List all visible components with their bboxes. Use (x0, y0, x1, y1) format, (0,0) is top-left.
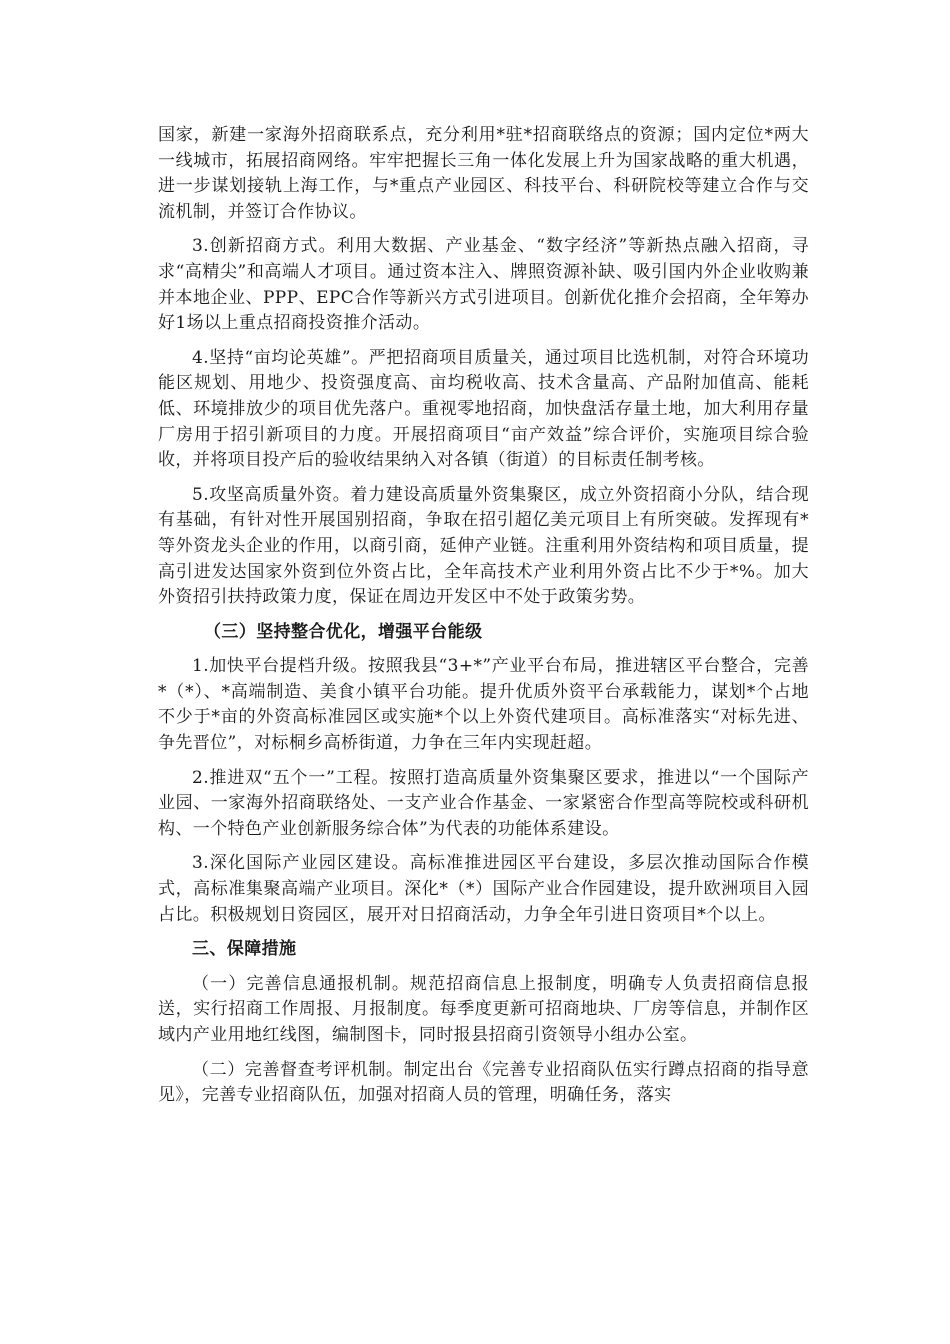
paragraph-international-park: 3.深化国际产业园区建设。高标准推进园区平台建设，多层次推动国际合作模式，高标准集聚高端产业项目。深化*（*）国际产业合作园建设，提升欧洲项目入园占比。积极规划日资园区，展开对日招商活动，力争全年引进日资项目*个以上。 (158, 853, 809, 925)
document-body (158, 123, 809, 1118)
section-heading-platform: （三）坚持整合优化，增强平台能级 (204, 621, 483, 642)
section-heading-safeguards: 三、保障措施 (192, 939, 297, 960)
paragraph-information-reporting: （一）完善信息通报机制。规范招商信息上报制度，明确专人负责招商信息报送，实行招商工作周报、月报制度。每季度更新可招商地块、厂房等信息，并制作区域内产业用地红线图，编制图卡，同时报县招商引资领导小组办公室。 (158, 973, 809, 1045)
paragraph-per-mu-efficiency: 4.坚持“亩均论英雄”。严把招商项目质量关，通过项目比选机制，对符合环境功能区规划、用地少、投资强度高、亩均税收高、技术含量高、产品附加值高、能耗低、环境排放少的项目优先落户。重视零地招商，加快盘活存量土地，加大利用存量厂房用于招引新项目的力度。开展招商项目“亩产效益”综合评价，实施项目综合验收，并将项目投产后的验收结果纳入对各镇（街道）的目标责任制考核。 (158, 347, 809, 471)
paragraph-continuation: 国家，新建一家海外招商联系点，充分利用*驻*招商联络点的资源；国内定位*两大一线城市，拓展招商网络。牢牢把握长三角一体化发展上升为国家战略的重大机遇，进一步谋划接轨上海工作，与*重点产业园区、科技平台、科研院校等建立合作与交流机制，并签订合作协议。 (158, 125, 809, 222)
paragraph-double-five-ones: 2.推进双“五个一”工程。按照打造高质量外资集聚区要求，推进以“一个国际产业园、一家海外招商联络处、一支产业合作基金、一家紧密合作型高等院校或科研机构、一个特色产业创新服务综合体”为代表的功能体系建设。 (158, 767, 809, 839)
paragraph-innovate-methods: 3.创新招商方式。利用大数据、产业基金、“数字经济”等新热点融入招商，寻求“高精尖”和高端人才项目。通过资本注入、牌照资源补缺、吸引国内外企业收购兼并本地企业、PPP、EPC合作等新兴方式引进项目。创新优化推介会招商，全年筹办好1场以上重点招商投资推介活动。 (158, 236, 809, 334)
paragraph-foreign-investment: 5.攻坚高质量外资。着力建设高质量外资集聚区，成立外资招商小分队，结合现有基础，有针对性开展国别招商，争取在招引超亿美元项目上有所突破。发挥现有*等外资龙头企业的作用，以商引商，延伸产业链。注重利用外资结构和项目质量，提高引进发达国家外资到位外资占比，全年高技术产业利用外资占比不少于*%。加大外资招引扶持政策力度，保证在周边开发区中不处于政策劣势。 (158, 484, 809, 608)
paragraph-supervision-evaluation: （二）完善督查考评机制。制定出台《完善专业招商队伍实行蹲点招商的指导意见》，完善专业招商队伍，加强对招商人员的管理，明确任务，落实 (158, 1059, 809, 1106)
paragraph-platform-upgrade: 1.加快平台提档升级。按照我县“3+*”产业平台布局，推进辖区平台整合，完善*（*）、*高端制造、美食小镇平台功能。提升优质外资平台承载能力，谋划*个占地不少于*亩的外资高标准园区或实施*个以上外资代建项目。高标准落实“对标先进、争先晋位”，对标桐乡高桥街道，力争在三年内实现赶超。 (158, 656, 809, 754)
